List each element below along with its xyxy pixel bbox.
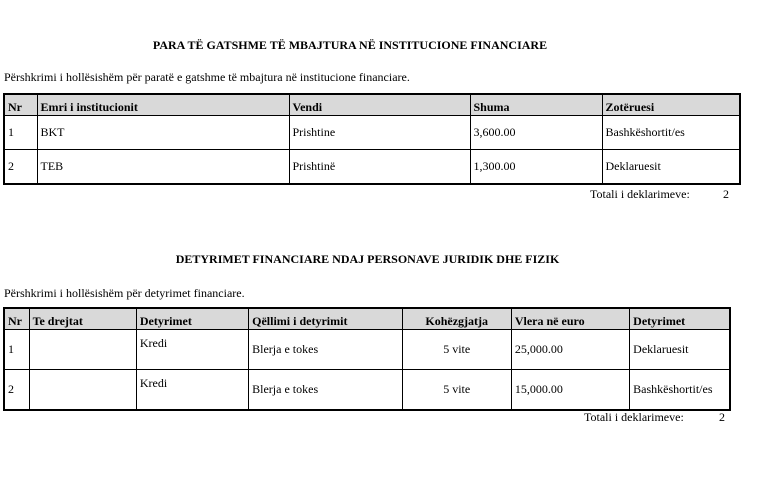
total-value: 2 — [719, 410, 725, 424]
cell-rights — [29, 330, 136, 370]
cell-nr: 2 — [4, 370, 29, 411]
table-header-row — [4, 94, 740, 116]
table-row — [4, 330, 730, 370]
col-header-liabilities: Detyrimet — [136, 308, 248, 330]
col-header-purpose: Qëllimi i detyrimit — [249, 308, 402, 330]
cell-institution: BKT — [37, 116, 289, 150]
table-row — [4, 150, 740, 185]
col-header-institution: Emri i institucionit — [37, 94, 289, 116]
cell-value: 25,000.00 — [511, 330, 629, 370]
cell-rights — [29, 370, 136, 411]
cell-owner: Bashkëshortit/es — [630, 370, 730, 411]
section2-title: DETYRIMET FINANCIARE NDAJ PERSONAVE JURIDIK DHE FIZIK — [175, 252, 560, 266]
cell-owner: Deklaruesit — [630, 330, 730, 370]
cell-purpose: Blerja e tokes — [249, 330, 402, 370]
col-header-value-euro: Vlera në euro — [511, 308, 629, 330]
col-header-nr: Nr — [4, 308, 29, 330]
cell-duration: 5 vite — [402, 330, 511, 370]
col-header-owner: Zotëruesi — [602, 94, 740, 116]
col-header-duration: Kohëzgjatja — [402, 308, 511, 330]
col-header-liabilities-owner: Detyrimet — [630, 308, 730, 330]
section1-description: Përshkrimi i hollësishëm për paratë e gatshme të mbajtura në institucione financiare. — [4, 70, 410, 84]
table-row — [4, 370, 730, 411]
cell-owner: Bashkëshortit/es — [602, 116, 740, 150]
total-value: 2 — [723, 187, 729, 201]
cell-nr: 2 — [4, 150, 37, 185]
cell-institution: TEB — [37, 150, 289, 185]
col-header-rights: Te drejtat — [29, 308, 136, 330]
liabilities-table — [3, 307, 731, 411]
cell-purpose: Blerja e tokes — [249, 370, 402, 411]
cell-nr: 1 — [4, 116, 37, 150]
cell-value: 15,000.00 — [511, 370, 629, 411]
cell-liability: Kredi — [136, 370, 248, 411]
table-row — [4, 116, 740, 150]
section2-description: Përshkrimi i hollësishëm për detyrimet financiare. — [4, 286, 245, 300]
cell-place: Prishtinë — [289, 150, 470, 185]
total-label: Totali i deklarimeve: — [584, 410, 684, 424]
cell-amount: 3,600.00 — [470, 116, 602, 150]
cell-liability: Kredi — [136, 330, 248, 370]
total-label: Totali i deklarimeve: — [590, 187, 690, 201]
col-header-place: Vendi — [289, 94, 470, 116]
cell-duration: 5 vite — [402, 370, 511, 411]
table-header-row — [4, 308, 730, 330]
cell-nr: 1 — [4, 330, 29, 370]
cash-holdings-table — [3, 93, 741, 185]
col-header-amount: Shuma — [470, 94, 602, 116]
col-header-nr: Nr — [4, 94, 37, 116]
cell-amount: 1,300.00 — [470, 150, 602, 185]
cell-owner: Deklaruesit — [602, 150, 740, 185]
cell-place: Prishtine — [289, 116, 470, 150]
section1-title: PARA TË GATSHME TË MBAJTURA NË INSTITUCIONE FINANCIARE — [152, 38, 548, 52]
